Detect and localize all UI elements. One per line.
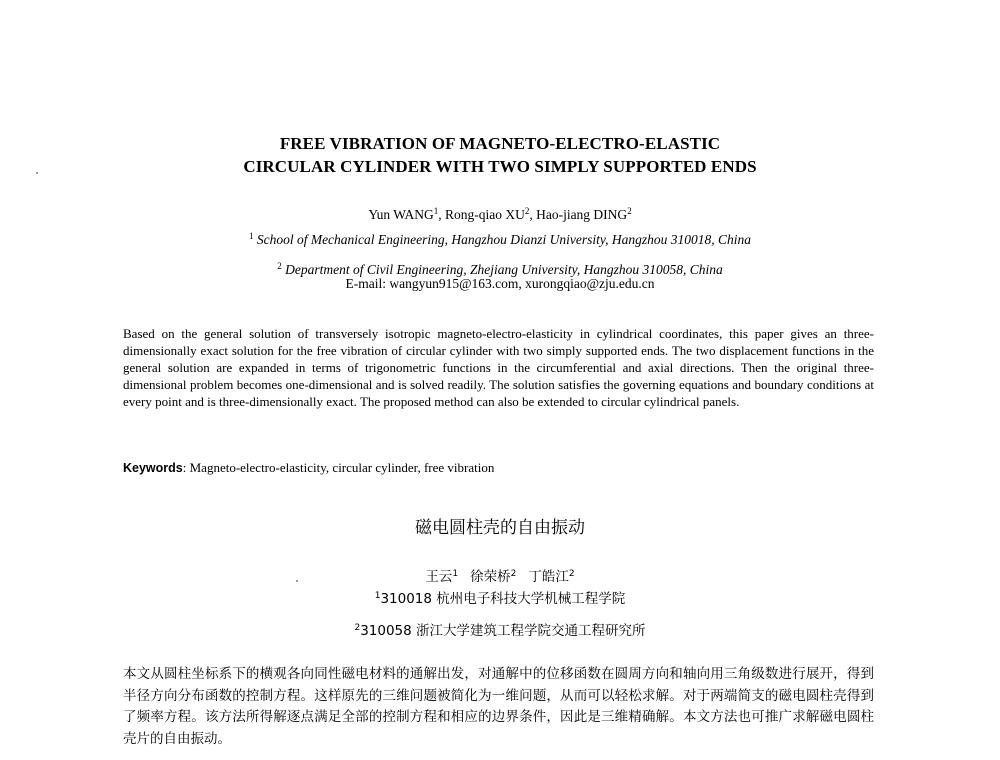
chinese-affiliation-1 [100,588,900,608]
title-line-2: CIRCULAR CYLINDER WITH TWO SIMPLY SUPPORTED ENDS [243,157,757,176]
cn-affiliation-text: 310058 浙江大学建筑工程学院交通工程研究所 [360,623,646,639]
title-line-1: FREE VIBRATION OF MAGNETO-ELECTRO-ELASTIC [279,134,721,153]
keywords-label: Keywords [123,461,183,475]
author-affiliation-mark: 2 [627,206,632,216]
keywords-line [123,460,874,476]
cn-author-name: 王云 [425,569,453,585]
cn-affiliation-mark: 1 [374,591,381,601]
paper-title [100,132,900,178]
author-separator: , [529,207,537,222]
keywords-text: : Magneto-electro-elasticity, circular cylinder, free vibration [182,460,495,475]
affiliation-mark: 2 [277,261,282,271]
email-line: E-mail: wangyun915@163.com, xurongqiao@zju.edu.cn [345,276,655,291]
abstract-chinese: 本文从圆柱坐标系下的横观各向同性磁电材料的通解出发，对通解中的位移函数在圆周方向和轴向用三角级数进行展开，得到半径方向分布函数的控制方程。这样原先的三维问题被简化为一维问题，从而可以轻松求解。对于两端简支的磁电圆柱壳得到了频率方程。该方法所得解逐点满足全部的控制方程和相应的边界条件，因此是三维精确解。本文方法也可推广求解磁电圆柱壳片的自由振动。 [123,666,874,747]
author-name: Rong-qiao XU [444,207,525,222]
chinese-title: 磁电圆柱壳的自由振动 [415,518,585,538]
affiliation-mark: 1 [248,231,254,241]
abstract-english: Based on the general solution of transversely isotropic magneto-electro-elasticity in cylindrical coordinates, this paper gives an three-dimensionally exact solution for the free vibration of circular cylinder with two simply supported ends. The two displacement functions in the general solution are expanded in terms of trigonometric functions in the circumferential and axial directions. Then the original three-dimensional problem becomes one-dimensional and is solved readily. The solution satisfies the governing equations and boundary conditions at every point and is three-dimensionally exact. The proposed method can also be extended to circular cylindrical panels. [123,326,874,409]
cn-author-mark: 1 [452,569,459,579]
affiliation-1 [100,228,900,248]
chinese-affiliation-2 [100,620,900,640]
author-name: Yun WANG [368,207,434,222]
chinese-author-list [100,566,900,586]
affiliation-text: Department of Civil Engineering, Zhejiang University, Hangzhou 310058, China [285,262,723,277]
author-name: Hao-jiang DING [536,207,628,222]
author-affiliation-mark: 2 [524,206,530,216]
author-separator: , [438,207,445,222]
cn-author-name: 徐荣桥 [470,569,511,585]
cn-author-mark: 2 [568,569,575,579]
author-list [100,203,900,223]
affiliation-text: School of Mechanical Engineering, Hangzhou Dianzi University, Hangzhou 310018, China [256,232,752,247]
cn-author-mark: 2 [510,569,517,579]
cn-affiliation-text: 310018 杭州电子科技大学机械工程学院 [380,591,626,607]
cn-author-name: 丁皓江 [528,569,569,585]
author-affiliation-mark: 1 [433,206,439,216]
scan-speck [296,580,298,582]
scan-speck [36,172,38,174]
cn-affiliation-mark: 2 [354,623,361,633]
